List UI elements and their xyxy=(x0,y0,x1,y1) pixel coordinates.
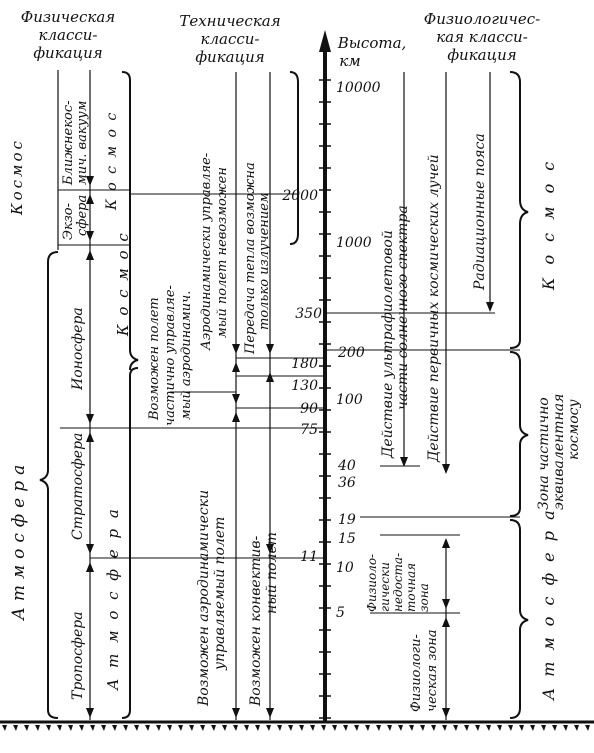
ground-hatch-mark xyxy=(321,725,326,731)
svg-text:Техническая: Техническая xyxy=(179,12,281,30)
svg-text:Возможен конвектив-: Возможен конвектив- xyxy=(248,535,264,706)
ground-hatch-mark xyxy=(409,725,414,731)
ground-hatch-mark xyxy=(134,725,139,731)
physio-kosmos-label: К о с м о с xyxy=(539,157,558,290)
svg-text:недоста-: недоста- xyxy=(391,552,405,612)
ground-hatch-mark xyxy=(145,725,150,731)
ground-hatch-mark xyxy=(156,725,161,731)
ground-hatch-mark xyxy=(90,725,95,731)
ground-hatch-mark xyxy=(244,725,249,731)
ground-hatch-mark xyxy=(464,725,469,731)
ground-hatch-mark xyxy=(79,725,84,731)
svg-text:Зона частично: Зона частично xyxy=(536,397,552,510)
svg-text:100: 100 xyxy=(336,392,363,408)
svg-text:эквивалентная: эквивалентная xyxy=(551,393,567,510)
svg-text:частично управляе-: частично управляе- xyxy=(163,285,178,426)
stratosphere-label: Стратосфера xyxy=(70,432,86,540)
ground-hatch-mark xyxy=(123,725,128,731)
ground-hatch-mark xyxy=(365,725,370,731)
physio-atmosfera-label: А т м о с ф е р а xyxy=(539,507,558,700)
troposphere-label: Тропосфера xyxy=(70,611,86,700)
svg-text:гически: гически xyxy=(378,562,392,612)
svg-text:фикация: фикация xyxy=(195,48,265,66)
ground-hatch-mark xyxy=(585,725,590,731)
svg-text:Ближнекос-: Ближнекос- xyxy=(61,100,76,185)
ground-hatch-mark xyxy=(453,725,458,731)
ground-hatch-mark xyxy=(35,725,40,731)
svg-text:зона: зона xyxy=(417,583,431,612)
svg-text:90: 90 xyxy=(300,401,318,417)
svg-text:мый полет невозможен: мый полет невозможен xyxy=(215,167,230,338)
svg-text:Аэродинамически управляе-: Аэродинамически управляе- xyxy=(199,152,214,350)
ground-hatch-mark xyxy=(354,725,359,731)
altitude-axis-arrow-icon xyxy=(319,30,331,52)
svg-text:только излучением: только излучением xyxy=(257,192,272,330)
technical-kosmos-label: К о с м о с xyxy=(114,231,132,336)
ground-hatch-mark xyxy=(299,725,304,731)
physical-atmosfera-label: Атмосфера xyxy=(9,458,29,620)
ground-hatch-mark xyxy=(277,725,282,731)
ground-hatch-mark xyxy=(563,725,568,731)
ground-hatch-mark xyxy=(508,725,513,731)
ground-hatch-mark xyxy=(442,725,447,731)
svg-text:5: 5 xyxy=(336,605,345,621)
svg-text:класси-: класси- xyxy=(200,30,260,48)
ionosphere-label: Ионосфера xyxy=(70,307,86,390)
svg-text:Физиологи-: Физиологи- xyxy=(409,634,424,712)
svg-text:Передача тепла возможна: Передача тепла возможна xyxy=(243,162,258,354)
ground-hatch-mark xyxy=(167,725,172,731)
svg-text:управляемый полет: управляемый полет xyxy=(212,516,228,670)
svg-text:2000: 2000 xyxy=(282,188,318,204)
svg-text:класси-: класси- xyxy=(38,26,98,44)
ground-hatch-mark xyxy=(519,725,524,731)
svg-text:Физическая: Физическая xyxy=(20,8,116,26)
ground-hatch-mark xyxy=(222,725,227,731)
svg-text:40: 40 xyxy=(338,458,356,474)
svg-text:11: 11 xyxy=(300,549,318,565)
svg-text:10000: 10000 xyxy=(336,80,381,96)
svg-text:Высота,: Высота, xyxy=(337,34,407,52)
ground-hatch-mark xyxy=(332,725,337,731)
svg-text:10: 10 xyxy=(336,560,354,576)
ground-hatch-mark xyxy=(376,725,381,731)
ground-hatch-mark xyxy=(530,725,535,731)
header-physiological xyxy=(424,10,540,64)
svg-text:космосу: космосу xyxy=(566,399,582,460)
ground-hatch-mark xyxy=(486,725,491,731)
ground-hatch-mark xyxy=(497,725,502,731)
physical-kosmos-label: Космос xyxy=(8,138,26,215)
svg-text:фикация: фикация xyxy=(447,46,517,64)
ground-hatch-mark xyxy=(200,725,205,731)
svg-text:Действие ультрафиолетовой: Действие ультрафиолетовой xyxy=(380,230,396,458)
svg-text:ческая зона: ческая зона xyxy=(425,629,440,712)
svg-text:кая класси-: кая класси- xyxy=(436,28,528,46)
physical-middle-kosmos: К о с м о с xyxy=(104,110,120,210)
ground-hatch-mark xyxy=(398,725,403,731)
header-altitude xyxy=(337,34,407,70)
ground-hatch-mark xyxy=(189,725,194,731)
ground-hatch-mark xyxy=(266,725,271,731)
svg-text:36: 36 xyxy=(338,475,356,491)
ground-hatch-mark xyxy=(288,725,293,731)
svg-text:точная: точная xyxy=(404,562,418,612)
ground-hatch-mark xyxy=(255,725,260,731)
ground-hatch-mark xyxy=(233,725,238,731)
radiation-belts-label: Радиационные пояса xyxy=(472,133,488,290)
header-physical xyxy=(21,8,115,62)
ground-hatch-mark xyxy=(2,725,7,731)
ground-hatch-mark xyxy=(475,725,480,731)
svg-text:Действие первичных космических: Действие первичных космических лучей xyxy=(426,154,442,462)
svg-text:130: 130 xyxy=(291,378,318,394)
ground-hatch-mark xyxy=(178,725,183,731)
svg-text:ный полет: ный полет xyxy=(264,531,280,614)
ground-hatch-mark xyxy=(211,725,216,731)
svg-text:сфера: сфера xyxy=(75,194,90,236)
svg-text:Физиологичес-: Физиологичес- xyxy=(423,10,541,28)
svg-text:Экзо-: Экзо- xyxy=(61,202,76,240)
svg-text:мый аэродинамич.: мый аэродинамич. xyxy=(179,290,194,420)
physical-middle-atmo: А т м о с ф е р а xyxy=(104,506,122,690)
svg-text:части солнечного спектра: части солнечного спектра xyxy=(395,205,411,410)
ground-hatch-mark xyxy=(387,725,392,731)
svg-text:200: 200 xyxy=(338,345,365,361)
ground-hatch-mark xyxy=(541,725,546,731)
ground-hatch-mark xyxy=(13,725,18,731)
ground-hatch-mark xyxy=(343,725,348,731)
svg-text:мич. вакуум: мич. вакуум xyxy=(75,100,90,185)
svg-text:км: км xyxy=(339,52,361,70)
svg-text:15: 15 xyxy=(338,531,356,547)
ground-hatch-mark xyxy=(552,725,557,731)
ground-hatch-mark xyxy=(420,725,425,731)
svg-text:Физиоло-: Физиоло- xyxy=(365,553,379,612)
ground-hatch-mark xyxy=(24,725,29,731)
svg-text:Возможен аэродинамически: Возможен аэродинамически xyxy=(196,489,212,706)
svg-text:Возможен полет: Возможен полет xyxy=(147,297,162,420)
svg-text:фикация: фикация xyxy=(33,44,103,62)
header-technical xyxy=(179,12,280,66)
ground-hatch-mark xyxy=(574,725,579,731)
ground-hatch-mark xyxy=(431,725,436,731)
ground-hatch-mark xyxy=(46,725,51,731)
ground-hatch-mark xyxy=(101,725,106,731)
ground-hatch-mark xyxy=(112,725,117,731)
svg-text:180: 180 xyxy=(291,356,318,372)
svg-text:1000: 1000 xyxy=(336,235,372,251)
ground-hatching xyxy=(0,722,594,731)
svg-text:75: 75 xyxy=(300,422,318,438)
ground-hatch-mark xyxy=(68,725,73,731)
ground-hatch-mark xyxy=(57,725,62,731)
svg-text:19: 19 xyxy=(338,512,356,528)
svg-text:350: 350 xyxy=(295,306,322,322)
ground-hatch-mark xyxy=(310,725,315,731)
